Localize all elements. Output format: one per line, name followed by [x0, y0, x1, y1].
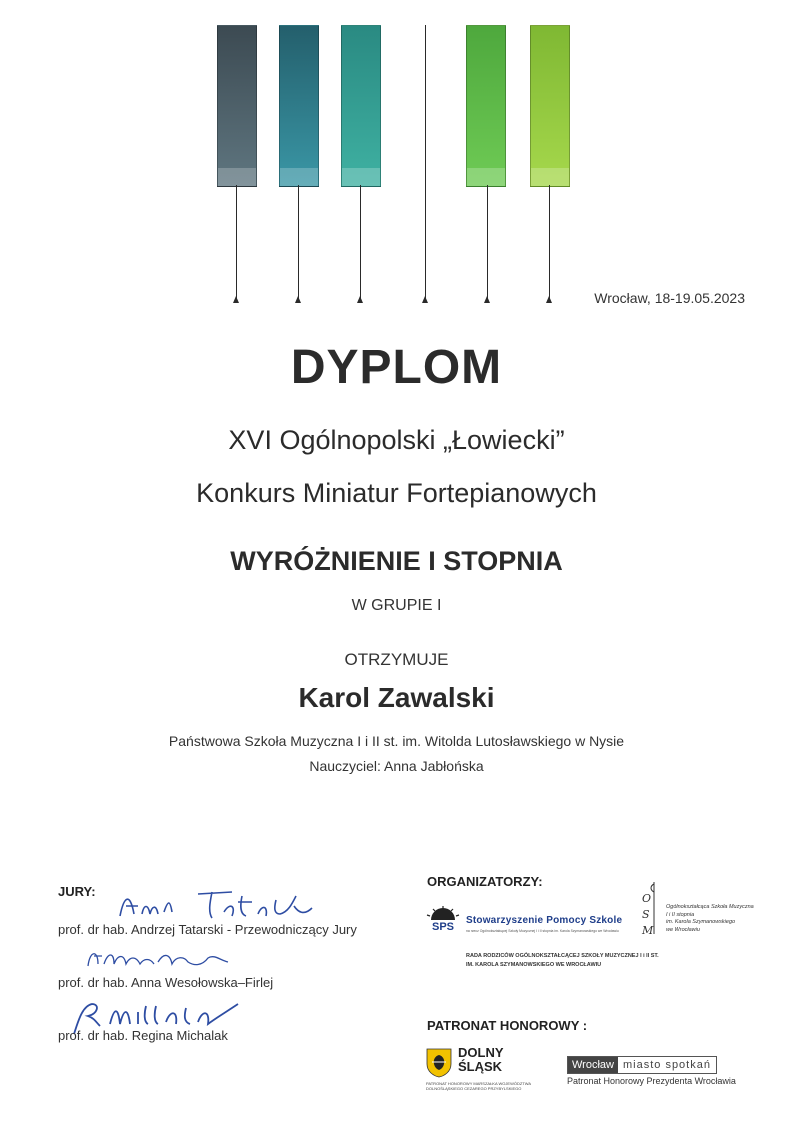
osm-name-line-2: I i II stopnia — [666, 911, 695, 918]
svg-text:O: O — [642, 892, 652, 905]
signature-wesolowska — [84, 944, 234, 974]
jury-member-1: prof. dr hab. Andrzej Tatarski - Przewodniczący Jury — [58, 922, 357, 937]
competition-name-line2: Konkurs Miniatur Fortepianowych — [196, 478, 597, 508]
wroclaw-caption: Patronat Honorowy Prezydenta Wrocławia — [567, 1076, 736, 1086]
dolny-slask-caption — [426, 1081, 531, 1091]
event-date: Wrocław, 18-19.05.2023 — [594, 290, 745, 306]
piano-key-2 — [279, 25, 319, 187]
sps-logo-text: SPS — [431, 921, 454, 933]
wroclaw-logo-left: Wrocław — [568, 1057, 618, 1073]
osm-school-name — [666, 904, 754, 934]
parents-council-line2: IM. KAROLA SZYMANOWSKIEGO WE WROCŁAWIU — [466, 962, 602, 968]
piano-key-1 — [217, 25, 257, 187]
dolny-slask-logo-text — [458, 1046, 504, 1074]
dolny-line-2: ŚLĄSK — [458, 1059, 503, 1074]
key-stem-2 — [298, 185, 299, 300]
jury-heading: JURY: — [58, 884, 96, 899]
dolny-slask-coat-of-arms-icon — [426, 1048, 452, 1078]
recipient-school: Państwowa Szkoła Muzyczna I i II st. im. Witolda Lutosławskiego w Nysie — [168, 733, 625, 749]
award-group: W GRUPIE I — [351, 597, 442, 614]
dolny-line-1: DOLNY — [458, 1045, 504, 1060]
competition-name-line1: XVI Ogólnopolski „Łowiecki” — [228, 425, 565, 455]
key-stem-1 — [236, 185, 237, 300]
sps-logo — [425, 906, 461, 936]
parents-council-line1: RADA RODZICÓW OGÓLNOKSZTAŁCĄCEJ SZKOŁY MUZYCZNEJ I i II ST. — [466, 953, 659, 959]
osm-logo — [640, 880, 664, 938]
jury-member-2: prof. dr hab. Anna Wesołowska–Firlej — [58, 975, 274, 990]
key-stem-6 — [549, 185, 550, 300]
sun-icon — [425, 906, 461, 922]
wroclaw-logo-right: miasto spotkań — [618, 1057, 716, 1073]
dolny-caption-line-2: DOLNOŚLĄSKIEGO CEZAREGO PRZYBYLSKIEGO — [426, 1086, 522, 1091]
sps-name: Stowarzyszenie Pomocy Szkole — [466, 915, 623, 926]
receives-label: OTRZYMUJE — [344, 650, 449, 669]
piano-key-4 — [466, 25, 506, 187]
piano-key-3 — [341, 25, 381, 187]
svg-text:M: M — [642, 924, 654, 937]
signature-tatarski — [112, 886, 332, 926]
jury-member-3: prof. dr hab. Regina Michalak — [58, 1028, 228, 1043]
key-stem-5 — [487, 185, 488, 300]
osm-name-line-3: im. Karola Szymanowskiego — [666, 919, 736, 925]
sps-small-text: na rzecz Ogólnokształcącej Szkoły Muzycznej I i II stopnia im. Karola Szymanowskiego we Wrocławiu — [466, 929, 619, 933]
award-title: WYRÓŻNIENIE I STOPNIA — [230, 546, 563, 576]
svg-text:S: S — [642, 908, 650, 921]
recipient-name: Karol Zawalski — [298, 682, 495, 713]
key-stem-4 — [425, 25, 426, 300]
patronage-heading: PATRONAT HONOROWY : — [427, 1018, 588, 1033]
key-stem-3 — [360, 185, 361, 300]
diploma-title: DYPLOM — [290, 341, 503, 394]
wroclaw-logo — [567, 1056, 717, 1074]
osm-name-line-1: Ogólnokształcąca Szkoła Muzyczna — [666, 904, 754, 910]
piano-key-5 — [530, 25, 570, 187]
organizers-heading: ORGANIZATORZY: — [427, 874, 543, 889]
recipient-teacher: Nauczyciel: Anna Jabłońska — [309, 758, 484, 774]
dolny-caption-line-1: PATRONAT HONOROWY MARSZAŁKA WOJEWÓDZTWA — [426, 1081, 532, 1086]
violin-icon — [640, 880, 664, 938]
osm-name-line-4: we Wrocławiu — [666, 926, 700, 933]
